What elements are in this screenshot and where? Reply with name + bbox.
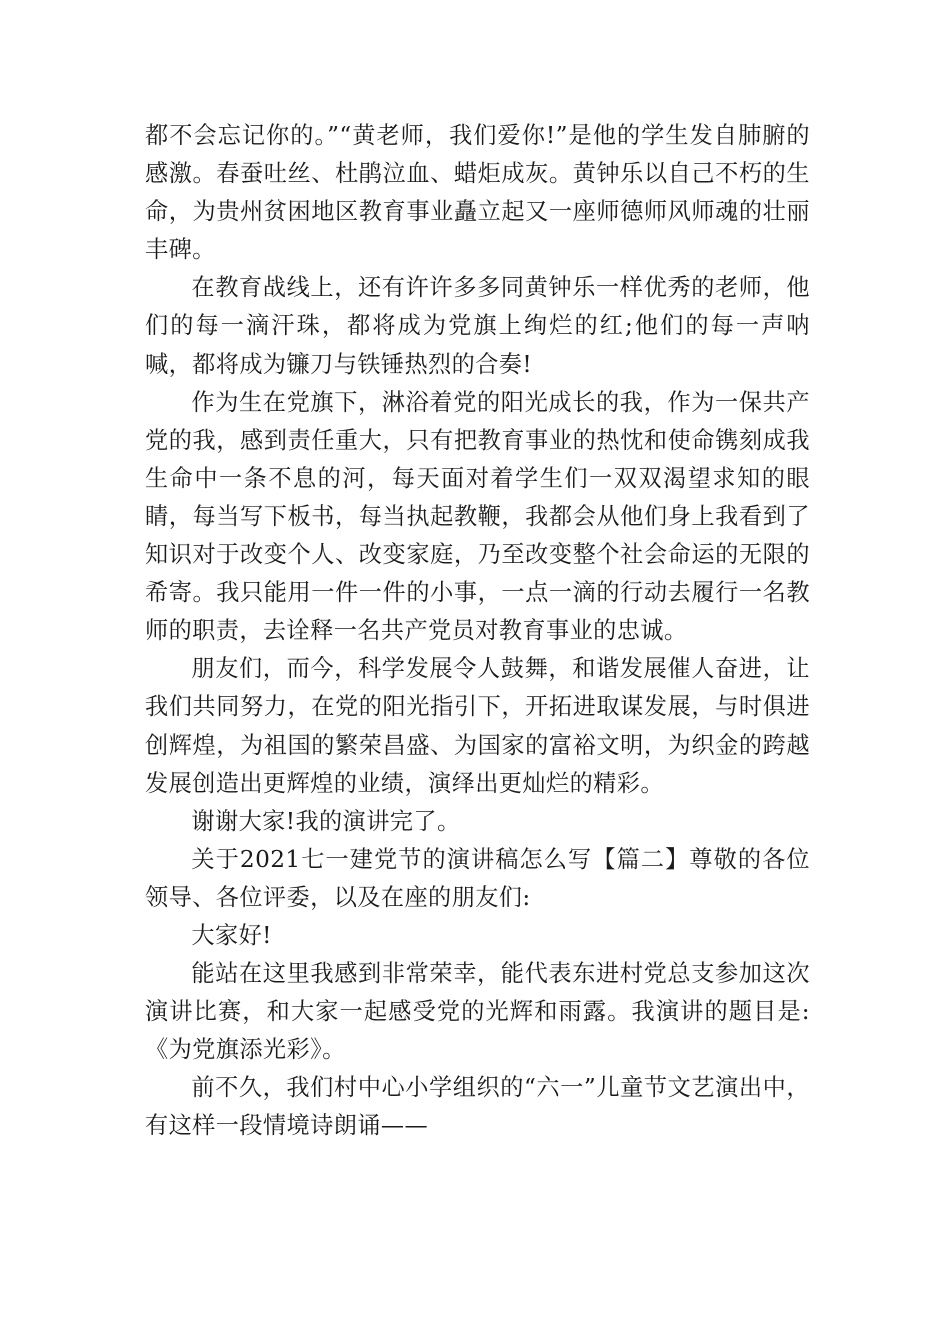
document-body: [145, 117, 810, 1146]
paragraph: 谢谢大家!我的演讲完了。: [191, 807, 461, 835]
paragraph: 在教育战线上，还有许许多多同黄钟乐一样优秀的老师，他们的每一滴汗珠，都将成为党旗上绚烂的红;他们的每一声呐喊，都将成为镰刀与铁锤热烈的合奏!: [145, 274, 810, 378]
paragraph: 都不会忘记你的。”“黄老师，我们爱你!”是他的学生发自肺腑的感激。春蚕吐丝、杜鹃泣血、蜡炬成灰。黄钟乐以自己不朽的生命，为贵州贫困地区教育事业矗立起又一座师德师风师魂的壮丽丰碑。: [145, 122, 810, 264]
paragraph: 大家好!: [191, 921, 272, 949]
section-heading-paragraph: 关于2021七一建党节的演讲稿怎么写【篇二】尊敬的各位领导、各位评委，以及在座的朋友们:: [145, 845, 810, 911]
paragraph: 能站在这里我感到非常荣幸，能代表东进村党总支参加这次演讲比赛，和大家一起感受党的光辉和雨露。我演讲的题目是:《为党旗添光彩》。: [145, 960, 810, 1064]
paragraph: 作为生在党旗下，淋浴着党的阳光成长的我，作为一保共产党的我，感到责任重大，只有把教育事业的热忱和使命镌刻成我生命中一条不息的河，每天面对着学生们一双双渴望求知的眼睛，每当写下板书，每当执起教鞭，我都会从他们身上我看到了知识对于改变个人、改变家庭，乃至改变整个社会命运的无限的希寄。我只能用一件一件的小事，一点一滴的行动去履行一名教师的职责，去诠释一名共产党员对教育事业的忠诚。: [145, 388, 810, 645]
paragraph: 朋友们，而今，科学发展令人鼓舞，和谐发展催人奋进，让我们共同努力，在党的阳光指引下，开拓进取谋发展，与时俱进创辉煌，为祖国的繁荣昌盛、为国家的富裕文明，为织金的跨越发展创造出更辉煌的业绩，演绎出更灿烂的精彩。: [145, 655, 810, 797]
paragraph: 前不久，我们村中心小学组织的“六一”儿童节文艺演出中，有这样一段情境诗朗诵——: [145, 1074, 810, 1140]
